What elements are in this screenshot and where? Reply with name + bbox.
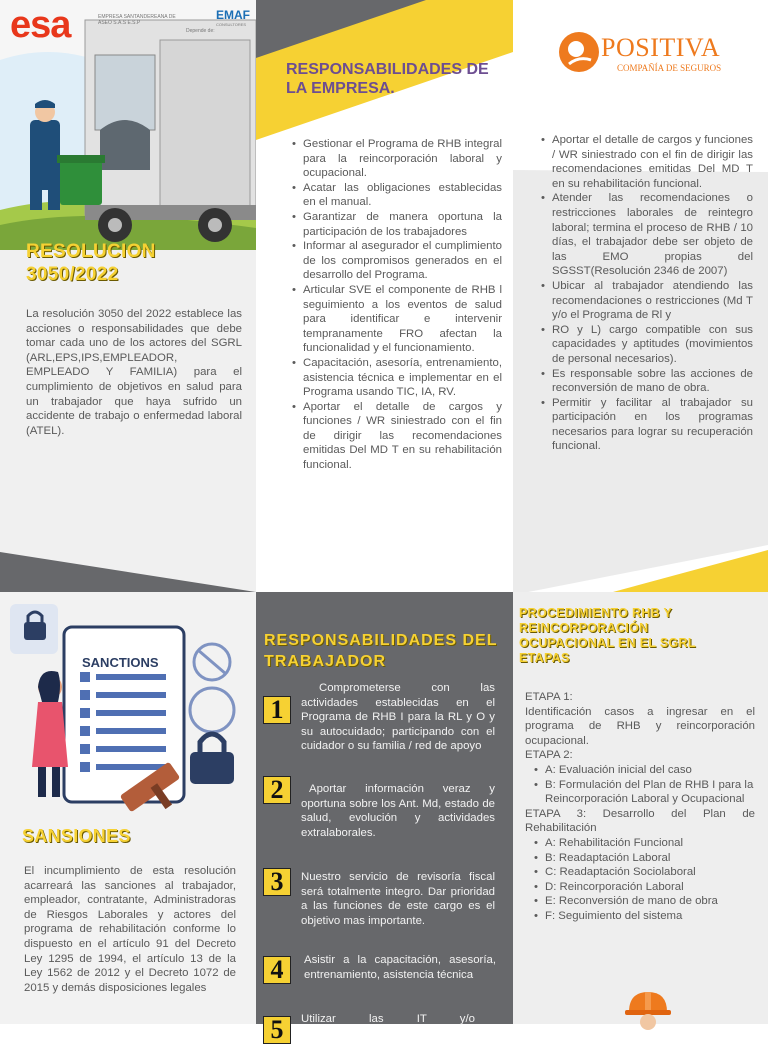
empresa-item: • Capacitación, asesoría, entrenamiento, asistencia técnica e implementar en el Programa usando TIC, IA, RV.	[292, 356, 502, 400]
resolucion-title: RESOLUCION 3050/2022	[26, 241, 156, 285]
etapa3-item: • E: Reconversión de mano de obra	[534, 894, 755, 909]
step-number-5: 5	[263, 1016, 291, 1044]
panel-bottom-middle	[256, 592, 513, 1044]
trabajador-title: RESPONSABILIDADES DEL TRABAJADOR	[264, 632, 498, 670]
etapa1-label: ETAPA 1:	[525, 691, 573, 703]
esa-logo-subtitle: EMPRESA SANTANDEREANA DE ASEO S.A.S E.S.P	[98, 14, 176, 26]
step-number-1: 1	[263, 696, 291, 724]
trabajador-item-4: Asistir a la capacitación, asesoría, entrenamiento, asistencia técnica	[304, 954, 496, 981]
etapa2-label: ETAPA 2:	[525, 749, 573, 762]
trabajador-item-1: Comprometerse con las actividades establecidas en el Programa de RHB I para la RL y O y su autocuidado; participando con el cuidador o su familia / red de apoyo	[301, 682, 495, 753]
hard-hat-worker-icon	[625, 990, 671, 1024]
sanctions-label: SANCTIONS	[82, 655, 159, 670]
step-number-2: 2	[263, 776, 291, 804]
panel-top-right	[513, 0, 768, 592]
esa-logo: esa	[10, 4, 71, 46]
emaf-logo-subtitle: CONSULTORES	[216, 22, 247, 27]
step-number-4: 4	[263, 956, 291, 984]
depende-de-label: Depende de:	[186, 28, 215, 34]
panel-bottom-right	[513, 592, 768, 1024]
panel-top-left	[0, 0, 256, 592]
etapa1-text: Identificación casos a ingresar en el programa de RHB y reincorporación ocupacional.	[525, 705, 755, 747]
etapa3-item: • A: Rehabilitación Funcional	[534, 836, 755, 851]
etapa2-list	[525, 763, 755, 807]
empresa-item: • Informar al asegurador el cumplimiento de los compromisos generados en el desarrollo del Programa.	[292, 239, 502, 283]
empresa-list	[292, 137, 502, 473]
empresa-item: • Gestionar el Programa de RHB integral para la reincorporación laboral y ocupacional.	[292, 137, 502, 181]
trabajador-item-5: Utilizar las IT y/o	[301, 1013, 475, 1025]
empresa-item: • Garantizar de manera oportuna la participación de los trabajadores	[292, 210, 502, 239]
etapa3-item: • D: Reincorporación Laboral	[534, 880, 755, 895]
empresa-cont-item: • Aportar el detalle de cargos y funciones / WR siniestrado con el fin de dirigir las recomendaciones emitidas Del MD T en su rehabilitación funcional.	[541, 133, 753, 191]
empresa-cont-item: • Es responsable sobre las acciones de reconversión de mano de obra.	[541, 367, 753, 396]
empresa-cont-item: • Ubicar al trabajador atendiendo las recomendaciones o restricciones (Md T y/o el Programa de Rl y	[541, 279, 753, 323]
etapa3-item: • B: Readaptación Laboral	[534, 851, 755, 866]
empresa-cont-item: • Permitir y facilitar al trabajador su participación en los programas necesarios para lograr su recuperación funcional.	[541, 396, 753, 454]
panel-top-middle	[256, 0, 513, 592]
etapa3-label: ETAPA 3: Desarrollo del Plan de Rehabilitación	[525, 807, 755, 835]
etapa3-item: • F: Seguimiento del sistema	[534, 909, 755, 924]
emaf-logo-text: EMAF	[216, 8, 250, 22]
empresa-cont-item: • RO y L) cargo compatible con sus capacidades y aptitudes (movimientos de personal necesarios).	[541, 323, 753, 367]
trabajador-item-3: Nuestro servicio de revisoría fiscal será totalmente integro. Dar prioridad a las funciones de este cargo es el objetivo mas importante.	[301, 871, 495, 927]
empresa-continued-list	[541, 133, 753, 454]
step-number-3: 3	[263, 868, 291, 896]
trabajador-item-2: Aportar información veraz y oportuna sobre los Ant. Md, estado de salud, evolución y actividades extralaborales.	[301, 783, 495, 839]
positiva-name: POSITIVA	[601, 33, 721, 62]
empresa-title: RESPONSABILIDADES DE LA EMPRESA.	[286, 61, 489, 97]
sanctions-illustration	[0, 592, 256, 807]
empresa-item: • Articular SVE el componente de RHB l seguimiento a los eventos de salud para identificar e intervenir tempranamente FRO afectan la funcionalidad y el funcionamiento.	[292, 283, 502, 356]
empresa-item: • Acatar las obligaciones establecidas en el manual.	[292, 181, 502, 210]
procedimiento-title: PROCEDIMIENTO RHB Y REINCORPORACIÓN OCUPACIONAL EN EL SGRL ETAPAS	[519, 606, 696, 665]
etapa2-item: • B: Formulación del Plan de RHB I para la Reincorporación Laboral y Ocupacional	[534, 778, 755, 807]
emaf-logo	[216, 8, 256, 27]
diagonal-band-bottom-left	[0, 540, 256, 592]
sanciones-body: El incumplimiento de esta resolución acarreará las sanciones al trabajador, empleador, contratante, Administradoras de Riesgos Laborales y actores del programa de rehabilitación conforme lo dispuesto en el artículo 91 del Decreto Ley 1295 de 1994, el artículo 13 de la Ley 1562 de 2012 y el Decreto 1072 de 2015 y demás disposiciones legales	[24, 865, 236, 994]
etapa3-list	[525, 836, 755, 924]
procedimiento-body	[525, 690, 755, 924]
empresa-item: • Aportar el detalle de cargos y funciones / WR siniestrado con el fin de dirigir las recomendaciones emitidas Del MD T en su rehabilitación funcional.	[292, 400, 502, 473]
etapa3-item: • C: Readaptación Sociolaboral	[534, 865, 755, 880]
panel-bottom-left	[0, 592, 256, 1024]
etapa2-item: • A: Evaluación inicial del caso	[534, 763, 755, 778]
resolucion-body: La resolución 3050 del 2022 establece las acciones o responsabilidades que debe tomar cada uno de los actores del SGRL (ARL,EPS,IPS,EMPLEADOR, EMPLEADO Y FAMILIA) para el cumplimiento de objetivos en salud para un trabajador que haya sufrido un accidente de trabajo o enfermedad laboral (ATEL).	[26, 308, 242, 437]
positiva-subtitle: COMPAÑÍA DE SEGUROS	[617, 63, 722, 73]
positiva-sun-icon	[557, 30, 601, 74]
empresa-cont-item: • Atender las recomendaciones o restricciones laborales de reintegro laboral; termina el proceso de RHB / 10 días, el trabajador debe ser objeto de las EMO propias del SGSST(Resolución 2346 de 2007)	[541, 191, 753, 279]
positiva-logo	[557, 30, 757, 80]
sanciones-title: SANSIONES	[22, 826, 131, 846]
